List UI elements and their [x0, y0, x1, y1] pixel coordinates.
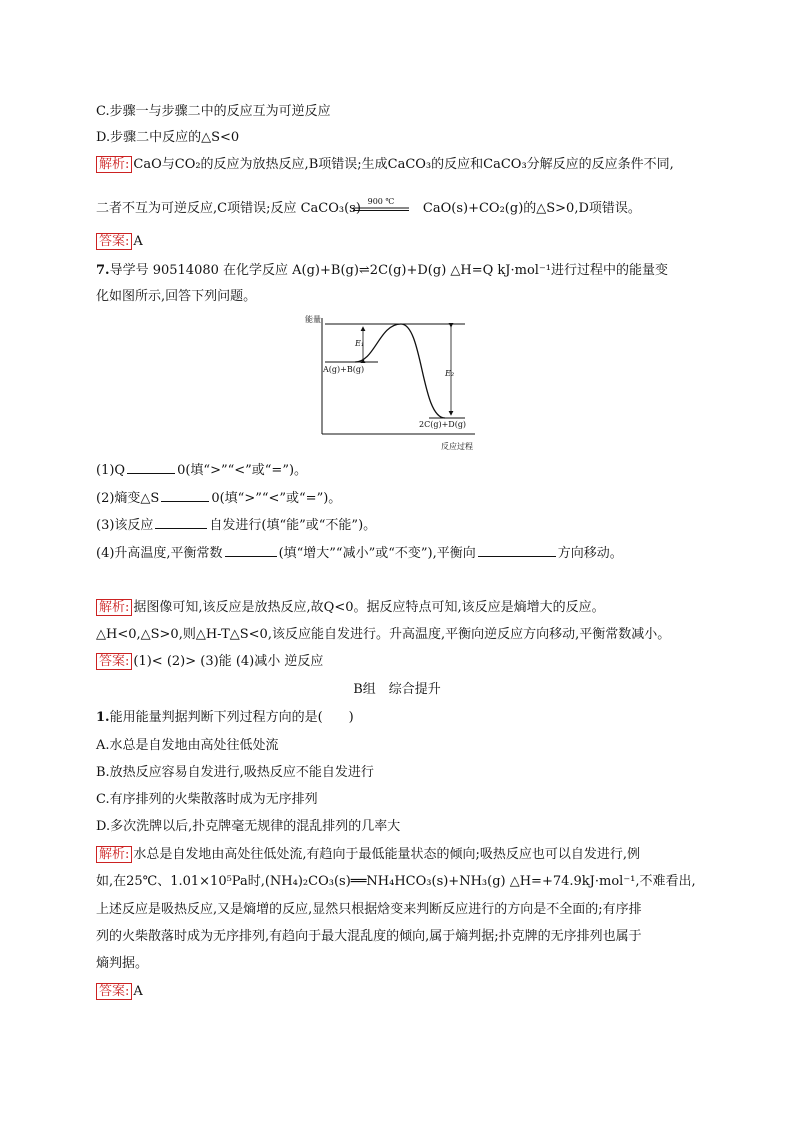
q7-sub-1-blank[interactable] — [127, 459, 175, 474]
b1-analysis-line-5: 熵判据。 — [96, 956, 149, 971]
q7-stem-line-2: 化如图所示,回答下列问题。 — [96, 289, 257, 304]
q6-option-d: D.步骤二中反应的△S<0 — [96, 130, 240, 145]
b1-stem — [96, 709, 354, 727]
q7-sub-3-blank[interactable] — [155, 514, 207, 529]
b1-analysis-line-4: 列的火柴散落时成为无序排列,有趋向于最大混乱度的倾向,属于熵判据;扑克牌的无序排列也属于 — [96, 929, 642, 944]
e1-label: E₁ — [355, 339, 365, 348]
q7-stem-text-1: 导学号 90514080 在化学反应 A(g)+B(g)⇌2C(g)+D(g) △H=Q kJ·mol⁻¹进行过程中的能量变 — [109, 263, 669, 278]
q7-sub-2-prefix: (2)熵变△S — [96, 491, 160, 506]
q6-analysis-line-1 — [96, 156, 674, 174]
reaction-condition-label: 900 ℃ — [367, 197, 395, 206]
q7-sub-4-suffix: 方向移动。 — [557, 546, 623, 561]
q7-sub-4-blank-1[interactable] — [225, 542, 277, 557]
reactants-label: A(g)+B(g) — [323, 365, 365, 374]
q7-sub-4 — [96, 542, 623, 563]
reaction-condition-arrow — [352, 197, 410, 215]
q7-answer: (1)< (2)> (3)能 (4)减小 逆反应 — [133, 654, 324, 669]
products-label: 2C(g)+D(g) — [419, 420, 467, 429]
q7-sub-3-suffix: 自发进行(填“能”或“不能”)。 — [209, 518, 377, 533]
b1-answer: A — [133, 984, 143, 999]
e2-label: E₂ — [445, 369, 455, 378]
q6-answer-line — [96, 233, 143, 251]
b1-analysis-line-1 — [96, 846, 640, 864]
q7-sub-4-middle: (填“增大”“减小”或“不变”),平衡向 — [278, 546, 476, 561]
q7-analysis-text-1: 据图像可知,该反应是放热反应,故Q<0。据反应特点可知,该反应是熵增大的反应。 — [133, 600, 605, 615]
q6-option-c: C.步骤一与步骤二中的反应互为可逆反应 — [96, 104, 331, 119]
b1-number: 1. — [96, 710, 110, 725]
q7-sub-1-prefix: (1)Q — [96, 463, 126, 478]
b1-option-b[interactable]: B.放热反应容易自发进行,吸热反应不能自发进行 — [96, 765, 374, 780]
q6-analysis-text-2b: CaO(s)+CO₂(g)的△S>0,D项错误。 — [422, 201, 641, 216]
q6-analysis-text-2a: 二者不互为可逆反应,C项错误;反应 CaCO₃(s) — [96, 201, 361, 216]
q7-sub-4-blank-2[interactable] — [478, 542, 556, 557]
b1-answer-line — [96, 983, 143, 1001]
answer-label: 答案: — [96, 653, 132, 670]
q7-sub-2 — [96, 487, 341, 508]
analysis-label: 解析: — [96, 599, 132, 616]
q7-sub-1 — [96, 459, 307, 480]
b1-analysis-text-1: 水总是自发地由高处往低处流,有趋向于最低能量状态的倾向;吸热反应也可以自发进行,例 — [133, 847, 641, 862]
energy-curve — [355, 324, 445, 418]
b1-analysis-line-3: 上述反应是吸热反应,又是熵增的反应,显然只根据焓变来判断反应进行的方向是不全面的;有序排 — [96, 902, 642, 917]
b1-analysis-line-2: 如,在25℃、1.01×10⁵Pa时,(NH₄)₂CO₃(s)══NH₄HCO₃(s)+NH₃(g) △H=+74.9kJ·mol⁻¹,不难看出, — [96, 874, 696, 889]
q6-answer: A — [133, 234, 143, 249]
y-axis-label: 能量 — [305, 315, 321, 324]
b1-option-d[interactable]: D.多次洗牌以后,扑克牌毫无规律的混乱排列的几率大 — [96, 819, 401, 834]
q7-number: 7. — [96, 263, 110, 278]
q7-sub-2-blank[interactable] — [161, 487, 209, 502]
q7-sub-2-suffix: 0(填“>”“<”或“=”)。 — [211, 491, 342, 506]
q7-analysis-line-1 — [96, 599, 605, 617]
section-heading: B组 综合提升 — [353, 682, 441, 697]
analysis-label: 解析: — [96, 846, 132, 863]
x-axis-label: 反应过程 — [441, 442, 473, 451]
q7-stem-line-1 — [96, 262, 668, 280]
b1-option-a[interactable]: A.水总是自发地由高处往低处流 — [96, 738, 279, 753]
q7-sub-3-prefix: (3)该反应 — [96, 518, 154, 533]
q7-sub-3 — [96, 514, 376, 535]
b1-stem-text: 能用能量判据判断下列过程方向的是( ) — [109, 710, 354, 725]
q7-sub-1-suffix: 0(填“>”“<”或“=”)。 — [177, 463, 308, 478]
analysis-label: 解析: — [96, 156, 132, 173]
answer-label: 答案: — [96, 233, 132, 250]
q7-answer-line — [96, 653, 323, 671]
q7-analysis-line-2: △H<0,△S>0,则△H-T△S<0,该反应能自发进行。升高温度,平衡向逆反应方向移动,平衡常数减小。 — [96, 627, 671, 642]
energy-profile-diagram — [305, 310, 485, 452]
b1-option-c[interactable]: C.有序排列的火柴散落时成为无序排列 — [96, 792, 318, 807]
q6-analysis-text-1: CaO与CO₂的反应为放热反应,B项错误;生成CaCO₃的反应和CaCO₃分解反应的反应条件不同, — [133, 157, 674, 172]
answer-label: 答案: — [96, 983, 132, 1000]
q7-sub-4-prefix: (4)升高温度,平衡常数 — [96, 546, 223, 561]
